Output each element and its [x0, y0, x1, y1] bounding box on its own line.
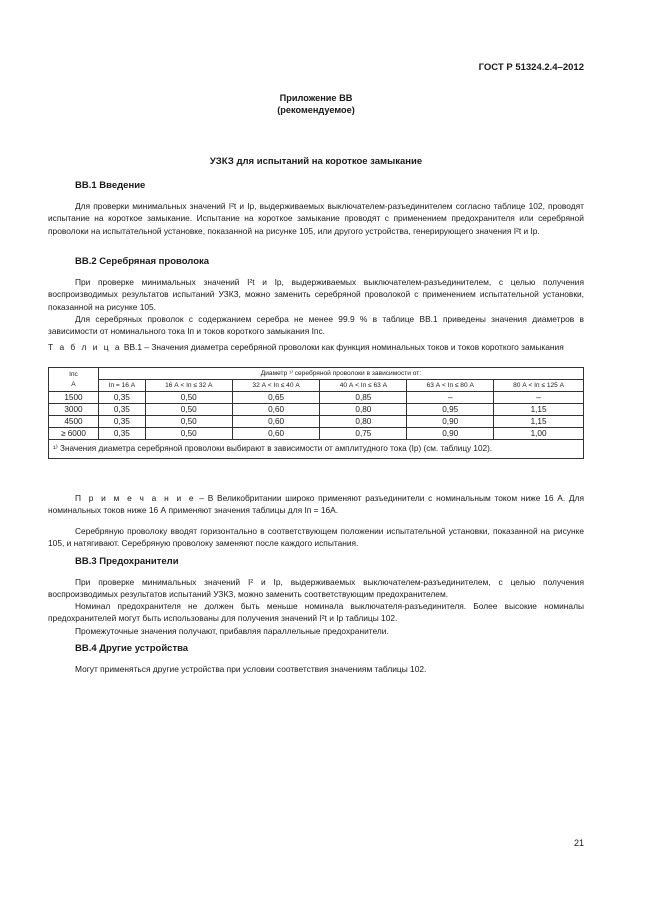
section-heading-bb2: ВВ.2 Серебряная проволока	[75, 256, 210, 267]
row-header-cell: Iпс А	[49, 368, 99, 392]
page-number: 21	[573, 838, 584, 848]
table-row: 4500 0,35 0,50 0,60 0,80 0,90 1,15	[49, 416, 584, 428]
section-heading-bb4: ВВ.4 Другие устройства	[75, 643, 189, 654]
column-header: 63 А < Iп ≤ 80 А	[407, 380, 494, 392]
paragraph: При проверке минимальных значений I²t и Iр, выдерживаемых выключателем-разъединителем, с целью получения воспроизводимых результатов испытаний УЗКЗ, можно заменить серебряной проволокой с применением испытательной установки, показанной на рисунке 105.	[48, 277, 584, 312]
column-header: 40 А < Iп ≤ 63 А	[320, 380, 407, 392]
column-header: 16 А < Iп ≤ 32 А	[145, 380, 232, 392]
section-heading-bb3: ВВ.3 Предохранители	[75, 556, 179, 567]
paragraph: Для серебряных проволок с содержанием серебра не менее 99.9 % в таблице ВВ.1 приведены значения диаметров в зависимости от номинального тока Iп и токов короткого замыкания Iпс.	[48, 314, 584, 337]
column-header: Iп = 16 А	[98, 380, 145, 392]
table-row: ≥ 6000 0,35 0,50 0,60 0,75 0,90 1,00	[49, 428, 584, 440]
standard-number: ГОСТ Р 51324.2.4–2012	[478, 62, 584, 73]
paragraph: Серебряную проволоку вводят горизонтально в соответствующем положении испытательной установки, показанной на рисунке 105, и натягивают. Серебряную проволоку заменяют после каждого испытания.	[48, 526, 584, 549]
table-row: 1500 0,35 0,50 0,65 0,85 – –	[49, 392, 584, 404]
note: П р и м е ч а н и е – В Великобритании широко применяют разъединители с номинальным током ниже 16 А. Для номинальных токов ниже 16 А применяют значения таблицы для Iп = 16А.	[48, 493, 584, 516]
paragraph: Номинал предохранителя не должен быть меньше номинала выключателя-разъединителя. Более высокие номиналы предохранителей могут быть использованы для получения значений I²t и Iр таблицы 102.	[48, 601, 584, 624]
paragraph: Промежуточные значения получают, прибавляя параллельные предохранители.	[75, 626, 389, 636]
paragraph: Для проверки минимальных значений I²t и Iр, выдерживаемых выключателем-разъединителем согласно таблице 102, проводят испытание на короткое замыкание. Испытание на короткое замыкание проводят с применением предохранителя или серебряной проволоки на испытательной установке, показанной на рисунке 105, или другого устройства, генерирующего значения I²t и Iр.	[48, 201, 584, 236]
paragraph: При проверке минимальных значений I² и Iр, выдерживаемых выключателем-разъединителем, с целью получения воспроизводимых результатов испытаний УЗКЗ, можно заменить соответствующим предохранителем.	[48, 577, 584, 600]
annex-status: (рекомендуемое)	[277, 105, 355, 115]
paragraph: Могут применяться другие устройства при условии соответствия значениям таблицы 102.	[75, 664, 427, 674]
section-heading-bb1: ВВ.1 Введение	[75, 180, 146, 191]
table-caption: Т а б л и ц а ВВ.1 – Значения диаметра серебряной проволоки как функция номинальных токов и токов короткого замыкания	[48, 342, 564, 352]
column-header: 80 А < Iп ≤ 125 А	[494, 380, 584, 392]
document-title: УЗКЗ для испытаний на короткое замыкание	[209, 156, 423, 167]
table-footnote: ¹⁾ Значения диаметра серебряной проволоки выбирают в зависимости от амплитудного тока (Iр) (см. таблицу 102).	[49, 440, 584, 459]
table-row: 3000 0,35 0,50 0,60 0,80 0,95 1,15	[49, 404, 584, 416]
annex-block	[48, 92, 584, 116]
annex-name: Приложение ВВ	[279, 93, 353, 103]
column-header: 32 А < Iп ≤ 40 А	[232, 380, 320, 392]
group-header: Диаметр ¹⁾ серебряной проволоки в зависимости от:	[98, 368, 583, 380]
silver-wire-table	[48, 367, 584, 459]
